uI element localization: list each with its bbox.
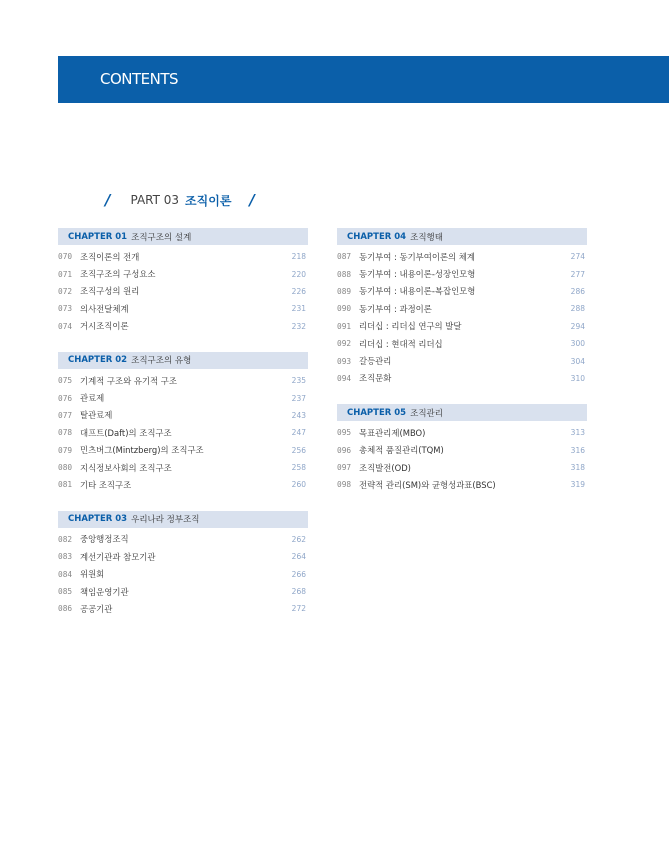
entry-page: 220 [291, 269, 306, 279]
toc-entry[interactable] [337, 248, 587, 265]
entry-title: 총체적 품질관리(TQM) [359, 445, 444, 456]
toc-entry[interactable] [337, 300, 587, 317]
entry-number: 075 [58, 376, 73, 386]
toc-entry[interactable] [58, 248, 308, 265]
entry-page: 318 [570, 463, 585, 473]
entry-number: 077 [58, 410, 73, 420]
entry-title: 조직문화 [359, 373, 392, 384]
entry-number: 082 [58, 534, 73, 544]
entry-page: 310 [570, 373, 585, 383]
entry-title: 리더십 : 리더십 연구의 발달 [359, 321, 462, 332]
slash-decoration-right: / [249, 191, 255, 209]
chapter-block [337, 228, 587, 387]
toc-entry[interactable] [337, 424, 587, 441]
chapter-number: CHAPTER 05 [347, 407, 407, 418]
toc-entry[interactable] [58, 548, 308, 565]
entry-number: 093 [337, 356, 352, 366]
entry-number: 081 [58, 480, 73, 490]
toc-entry[interactable] [337, 318, 587, 335]
entry-page: 286 [570, 286, 585, 296]
entry-number: 084 [58, 569, 73, 579]
entry-number: 083 [58, 552, 73, 562]
toc-entry[interactable] [58, 424, 308, 441]
entry-number: 095 [337, 428, 352, 438]
entry-title: 전략적 관리(SM)와 균형성과표(BSC) [359, 479, 496, 490]
toc-entry[interactable] [58, 565, 308, 582]
chapter-block [58, 352, 308, 494]
entry-number: 097 [337, 463, 352, 473]
entry-number: 098 [337, 480, 352, 490]
entry-title: 조직발전(OD) [359, 462, 411, 473]
chapter-name: 우리나라 정부조직 [131, 515, 200, 526]
entry-number: 087 [337, 252, 352, 262]
entry-page: 277 [570, 269, 585, 279]
chapter-header[interactable] [58, 511, 308, 528]
entry-page: 235 [291, 376, 306, 386]
toc-entry[interactable] [58, 459, 308, 476]
toc-entry[interactable] [58, 407, 308, 424]
entry-number: 073 [58, 304, 73, 314]
entry-title: 대프트(Daft)의 조직구조 [80, 427, 172, 438]
chapter-header[interactable] [58, 352, 308, 369]
part-label: PART 03 [130, 193, 180, 207]
chapter-name: 조직관리 [410, 408, 443, 419]
entry-number: 088 [337, 269, 352, 279]
entry-title: 지식정보사회의 조직구조 [80, 462, 172, 473]
entry-page: 262 [291, 534, 306, 544]
toc-entry[interactable] [58, 389, 308, 406]
entry-number: 096 [337, 445, 352, 455]
entry-number: 074 [58, 321, 73, 331]
toc-entry[interactable] [337, 442, 587, 459]
entry-number: 091 [337, 321, 352, 331]
toc-entry[interactable] [58, 531, 308, 548]
entry-title: 의사전달체계 [80, 303, 129, 314]
chapter-header[interactable] [337, 228, 587, 245]
chapter-number: CHAPTER 02 [68, 355, 128, 366]
entry-title: 동기부여 : 과정이론 [359, 303, 432, 314]
entry-number: 071 [58, 269, 73, 279]
entry-title: 계선기관과 참모기관 [80, 551, 156, 562]
chapter-header[interactable] [58, 228, 308, 245]
chapter-number: CHAPTER 01 [68, 231, 128, 242]
toc-entry[interactable] [337, 459, 587, 476]
entry-page: 226 [291, 286, 306, 296]
entry-number: 092 [337, 339, 352, 349]
entry-page: 247 [291, 428, 306, 438]
entry-title: 탈관료제 [80, 410, 113, 421]
entry-page: 313 [570, 428, 585, 438]
toc-entry[interactable] [58, 300, 308, 317]
toc-entry[interactable] [58, 442, 308, 459]
contents-banner [58, 56, 669, 103]
page-title: CONTENTS [100, 70, 179, 88]
toc-entry[interactable] [58, 318, 308, 335]
toc-entry[interactable] [337, 370, 587, 387]
toc-left-column [58, 228, 308, 618]
toc-entry[interactable] [58, 283, 308, 300]
entry-title: 공공기관 [80, 603, 113, 614]
entry-title: 거시조직이론 [80, 321, 129, 332]
entry-number: 089 [337, 286, 352, 296]
part-heading [105, 191, 255, 209]
toc-entry[interactable] [58, 583, 308, 600]
entry-title: 중앙행정조직 [80, 534, 129, 545]
entry-title: 조직구성의 원리 [80, 286, 140, 297]
chapter-block [58, 511, 308, 618]
slash-decoration-left: / [105, 191, 111, 209]
entry-title: 목표관리제(MBO) [359, 427, 426, 438]
toc-entry[interactable] [337, 352, 587, 369]
entry-page: 264 [291, 552, 306, 562]
entry-page: 243 [291, 410, 306, 420]
entry-page: 256 [291, 445, 306, 455]
entry-title: 기계적 구조와 유기적 구조 [80, 375, 177, 386]
entry-page: 218 [291, 252, 306, 262]
toc-entry[interactable] [58, 476, 308, 493]
entry-title: 관료제 [80, 393, 105, 404]
entry-page: 316 [570, 445, 585, 455]
entry-page: 231 [291, 304, 306, 314]
entry-page: 272 [291, 604, 306, 614]
chapter-header[interactable] [337, 404, 587, 421]
chapter-block [58, 228, 308, 335]
entry-title: 동기부여 : 내용이론-복잡인모형 [359, 286, 476, 297]
entry-page: 258 [291, 463, 306, 473]
toc-right-column [337, 228, 587, 494]
toc-entry[interactable] [58, 600, 308, 617]
entry-page: 319 [570, 480, 585, 490]
entry-title: 리더십 : 현대적 리더십 [359, 338, 443, 349]
entry-title: 조직구조의 구성요소 [80, 269, 156, 280]
entry-title: 기타 조직구조 [80, 479, 132, 490]
toc-entry[interactable] [58, 372, 308, 389]
entry-page: 268 [291, 587, 306, 597]
chapter-number: CHAPTER 04 [347, 231, 407, 242]
entry-page: 232 [291, 321, 306, 331]
entry-page: 300 [570, 339, 585, 349]
entry-title: 동기부여 : 내용이론-성장인모형 [359, 269, 476, 280]
entry-number: 080 [58, 463, 73, 473]
chapter-number: CHAPTER 03 [68, 514, 128, 525]
chapter-block [337, 404, 587, 494]
entry-number: 070 [58, 252, 73, 262]
entry-title: 위원회 [80, 569, 105, 580]
toc-entry[interactable] [58, 265, 308, 282]
entry-title: 책임운영기관 [80, 586, 129, 597]
entry-number: 079 [58, 445, 73, 455]
entry-number: 076 [58, 393, 73, 403]
chapter-name: 조직구조의 유형 [131, 356, 192, 367]
chapter-name: 조직구조의 설계 [131, 232, 192, 243]
entry-title: 조직이론의 전개 [80, 251, 140, 262]
entry-number: 090 [337, 304, 352, 314]
part-name: 조직이론 [185, 193, 232, 208]
toc-entry[interactable] [337, 265, 587, 282]
toc-entry[interactable] [337, 283, 587, 300]
entry-page: 288 [570, 304, 585, 314]
entry-title: 갈등관리 [359, 356, 392, 367]
entry-number: 085 [58, 587, 73, 597]
entry-number: 078 [58, 428, 73, 438]
entry-page: 260 [291, 480, 306, 490]
entry-number: 072 [58, 286, 73, 296]
entry-title: 동기부여 : 동기부여이론의 체계 [359, 251, 475, 262]
entry-title: 민츠버그(Mintzberg)의 조직구조 [80, 445, 204, 456]
entry-page: 237 [291, 393, 306, 403]
entry-page: 274 [570, 252, 585, 262]
chapter-name: 조직행태 [410, 232, 443, 243]
entry-page: 266 [291, 569, 306, 579]
entry-page: 294 [570, 321, 585, 331]
entry-page: 304 [570, 356, 585, 366]
toc-entry[interactable] [337, 335, 587, 352]
toc-entry[interactable] [337, 476, 587, 493]
entry-number: 094 [337, 373, 352, 383]
entry-number: 086 [58, 604, 73, 614]
